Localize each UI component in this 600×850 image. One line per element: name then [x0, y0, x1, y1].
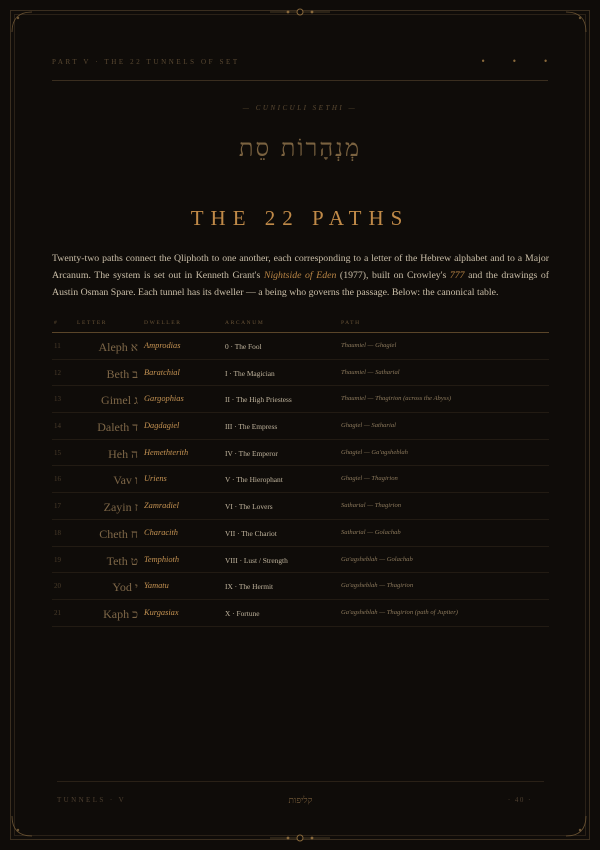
- row-dweller: Temphioth: [144, 554, 180, 564]
- row-dweller: Dagdagiel: [144, 421, 180, 431]
- row-letter: Yod י: [112, 580, 138, 595]
- table-body: [52, 333, 549, 627]
- row-path: Ga'agsheblah — Thagirion: [341, 582, 414, 590]
- row-letter: Gimel ג: [101, 393, 138, 408]
- table-row: [52, 520, 549, 547]
- row-path: Satharial — Golachab: [341, 528, 401, 536]
- intro-text: Twenty-two paths connect the Qliphoth to one another, each corresponding to a letter of the Hebrew alphabet and to a Major Arcanum. The system is set out in Kenneth Grant's: [52, 253, 549, 281]
- row-letter: Heh ה: [108, 446, 138, 461]
- row-path: Thaumiel — Ghagiel: [341, 342, 397, 349]
- intro-text: and the drawings of Austin Osman Spare. Each tunnel has its dweller — a being who governs the passage. Below: the canonical table.: [52, 270, 550, 298]
- row-path: Thaumiel — Satharial: [341, 368, 400, 376]
- footer-section: TUNNELS · V: [57, 796, 127, 804]
- row-number: 13: [54, 395, 61, 404]
- row-dweller: Amprodias: [144, 341, 181, 350]
- row-dweller: Baratchial: [144, 367, 180, 377]
- row-dweller: Zamradiel: [144, 501, 179, 511]
- row-number: 19: [54, 555, 61, 564]
- row-letter: Kaph כ: [103, 606, 138, 621]
- row-path: Thaumiel — Thagirion (across the Abyss): [341, 395, 452, 403]
- row-letter: Vav ו: [113, 473, 138, 488]
- row-dweller: Hemethterith: [144, 447, 189, 457]
- running-header: [52, 56, 548, 81]
- row-number: 20: [54, 582, 61, 591]
- table-row: [52, 333, 549, 360]
- header-dot: •: [543, 57, 548, 66]
- running-title: PART V · THE 22 TUNNELS OF SET: [52, 58, 240, 66]
- header-path: PATH: [341, 320, 361, 326]
- row-dweller: Characith: [144, 527, 178, 537]
- table-row: [52, 440, 549, 467]
- row-arcanum: VIII · Lust / Strength: [225, 555, 288, 565]
- row-letter: Teth ט: [106, 553, 138, 568]
- footer-hebrew: קליפות: [288, 796, 313, 806]
- table-row: [52, 360, 549, 387]
- row-arcanum: IV · The Emperor: [225, 448, 278, 458]
- row-path: Ghagiel — Thagirion: [341, 475, 398, 483]
- table-row: [52, 413, 549, 440]
- hebrew-title: מְנְהָרוֹת סֵת: [238, 134, 362, 162]
- row-letter: Aleph א: [98, 340, 138, 354]
- table-row: [52, 493, 549, 520]
- table-row: [52, 386, 549, 413]
- row-arcanum: III · The Empress: [225, 422, 278, 432]
- row-arcanum: X · Fortune: [225, 608, 260, 618]
- row-number: 11: [54, 342, 61, 350]
- row-arcanum: VI · The Lovers: [225, 502, 273, 512]
- table-row: [52, 600, 549, 627]
- row-arcanum: VII · The Chariot: [225, 528, 277, 538]
- row-arcanum: 0 · The Fool: [225, 342, 262, 351]
- corner-ornament-bottom-right: [558, 808, 588, 838]
- row-letter: Cheth ח: [99, 526, 138, 541]
- row-dweller: Yamatu: [144, 581, 169, 591]
- row-letter: Daleth ד: [97, 420, 138, 435]
- row-arcanum: II · The High Priestess: [225, 395, 292, 405]
- row-number: 16: [54, 475, 61, 484]
- table-row: [52, 466, 549, 493]
- header-arcanum: ARCANUM: [225, 320, 265, 326]
- row-path: Ga'agsheblah — Thagirion (path of Jupiter): [341, 608, 458, 616]
- table-row: [52, 573, 549, 600]
- row-path: Ghagiel — Satharial: [341, 422, 396, 430]
- corner-ornament-bottom-left: [10, 808, 40, 838]
- corner-ornament-top-right: [558, 10, 588, 40]
- page-title: THE 22 PATHS: [190, 206, 410, 230]
- paths-table: [52, 318, 549, 627]
- header-dots: [457, 57, 548, 66]
- row-letter: Zayin ז: [103, 500, 138, 515]
- section-kicker: — CUNICULI SETHI —: [242, 104, 358, 112]
- intro-text: (1977), built on Crowley's: [336, 270, 450, 281]
- row-dweller: Gargophias: [144, 394, 184, 404]
- header-num: #: [54, 320, 59, 326]
- row-arcanum: IX · The Hermit: [225, 582, 274, 592]
- row-dweller: Kurgasiax: [144, 607, 179, 617]
- page-footer: [57, 781, 544, 804]
- row-path: Satharial — Thagirion: [341, 502, 402, 510]
- header-letter: LETTER: [77, 320, 108, 326]
- row-number: 21: [54, 608, 61, 617]
- row-number: 18: [54, 528, 61, 537]
- row-number: 14: [54, 422, 61, 431]
- header-dweller: DWELLER: [144, 320, 182, 326]
- page-number: · 40 ·: [507, 796, 532, 804]
- corner-ornament-top-left: [10, 10, 40, 40]
- header-dot: •: [512, 57, 517, 66]
- row-number: 12: [54, 368, 61, 377]
- intro-paragraph: [52, 250, 549, 301]
- bottom-ornament: [270, 831, 330, 845]
- top-ornament: [270, 5, 330, 19]
- row-arcanum: V · The Hierophant: [225, 475, 283, 485]
- row-letter: Beth ב: [106, 366, 138, 381]
- row-path: Ghagiel — Ga'agsheblah: [341, 448, 408, 456]
- table-row: [52, 547, 549, 574]
- book-number: 777: [449, 270, 465, 281]
- row-arcanum: I · The Magician: [225, 368, 275, 378]
- row-number: 17: [54, 502, 61, 511]
- table-header: [52, 318, 549, 333]
- row-number: 15: [54, 448, 61, 457]
- header-dot: •: [480, 57, 486, 66]
- row-path: Ga'agsheblah — Golachab: [341, 555, 413, 563]
- book-title: Nightside of Eden: [263, 270, 337, 281]
- row-dweller: Uriens: [144, 474, 167, 484]
